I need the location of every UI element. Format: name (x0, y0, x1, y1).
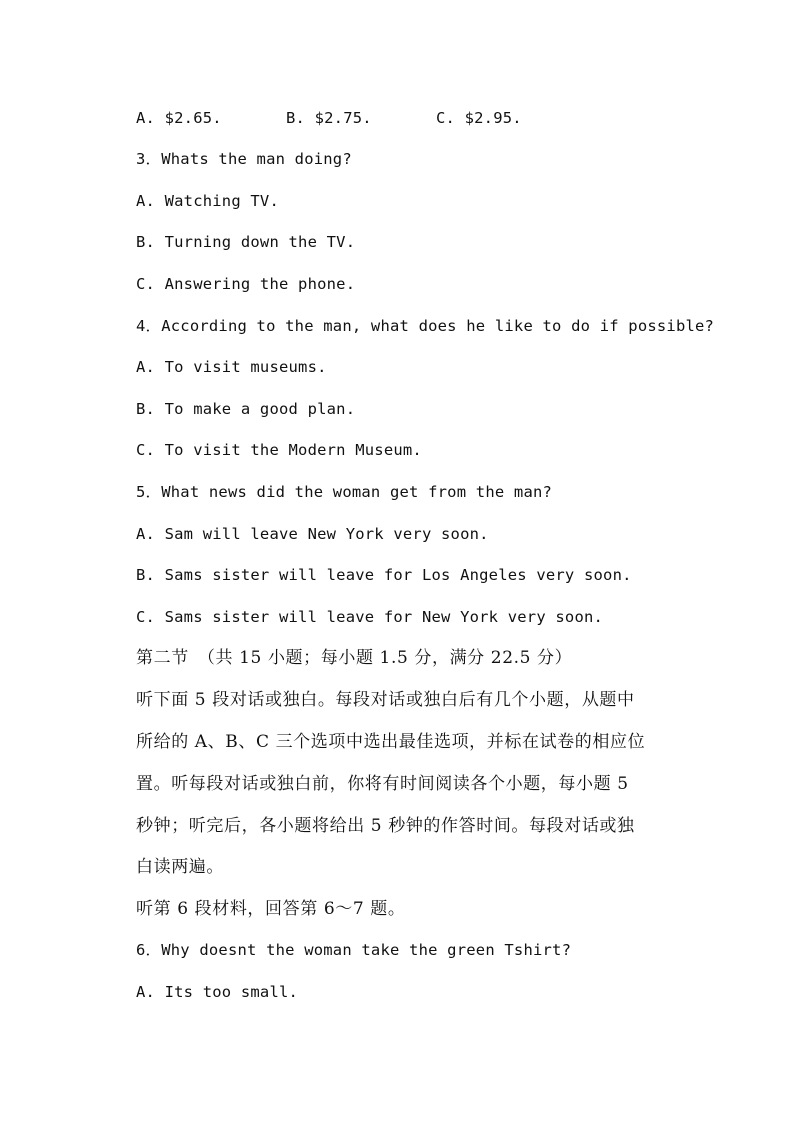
question-5-option-c: C. Sams sister will leave for New York very soon. (136, 608, 604, 626)
instruction-line-1: 听下面 5 段对话或独白。每段对话或独白后有几个小题，从题中 (136, 690, 635, 710)
instruction-line-4: 秒钟；听完后，各小题将给出 5 秒钟的作答时间。每段对话或独 (136, 816, 635, 836)
instruction-line-3: 置。听每段对话或独白前，你将有时间阅读各个小题，每小题 5 (136, 774, 629, 794)
question-5-option-b: B. Sams sister will leave for Los Angeles very soon. (136, 566, 632, 584)
question-4-option-b: B. To make a good plan. (136, 400, 356, 418)
question-5: 5．What news did the woman get from the man? (136, 483, 553, 501)
question-4-option-c: C. To visit the Modern Museum. (136, 441, 422, 459)
instruction-line-2: 所给的 A、B、C 三个选项中选出最佳选项，并标在试卷的相应位 (136, 732, 646, 752)
option-b: B. $2.75. (286, 109, 372, 127)
instruction-line-5: 白读两遍。 (136, 857, 224, 877)
question-4-option-a: A. To visit museums. (136, 358, 327, 376)
question-5-option-a: A. Sam will leave New York very soon. (136, 525, 489, 543)
question-3: 3．Whats the man doing? (136, 150, 352, 168)
question-3-option-c: C. Answering the phone. (136, 275, 356, 293)
price-options-row (136, 107, 522, 129)
question-6-option-a: A. Its too small. (136, 983, 299, 1001)
option-a: A. $2.65. (136, 109, 222, 127)
section-2-heading: 第二节 （共 15 小题；每小题 1.5 分，满分 22.5 分） (136, 648, 573, 668)
question-3-option-a: A. Watching TV. (136, 192, 279, 210)
material-note: 听第 6 段材料，回答第 6～7 题。 (136, 899, 406, 919)
option-c: C. $2.95. (436, 109, 522, 127)
question-3-option-b: B. Turning down the TV. (136, 233, 356, 251)
question-4: 4．According to the man, what does he like to do if possible? (136, 317, 715, 335)
question-6: 6．Why doesnt the woman take the green Tshirt? (136, 941, 572, 959)
